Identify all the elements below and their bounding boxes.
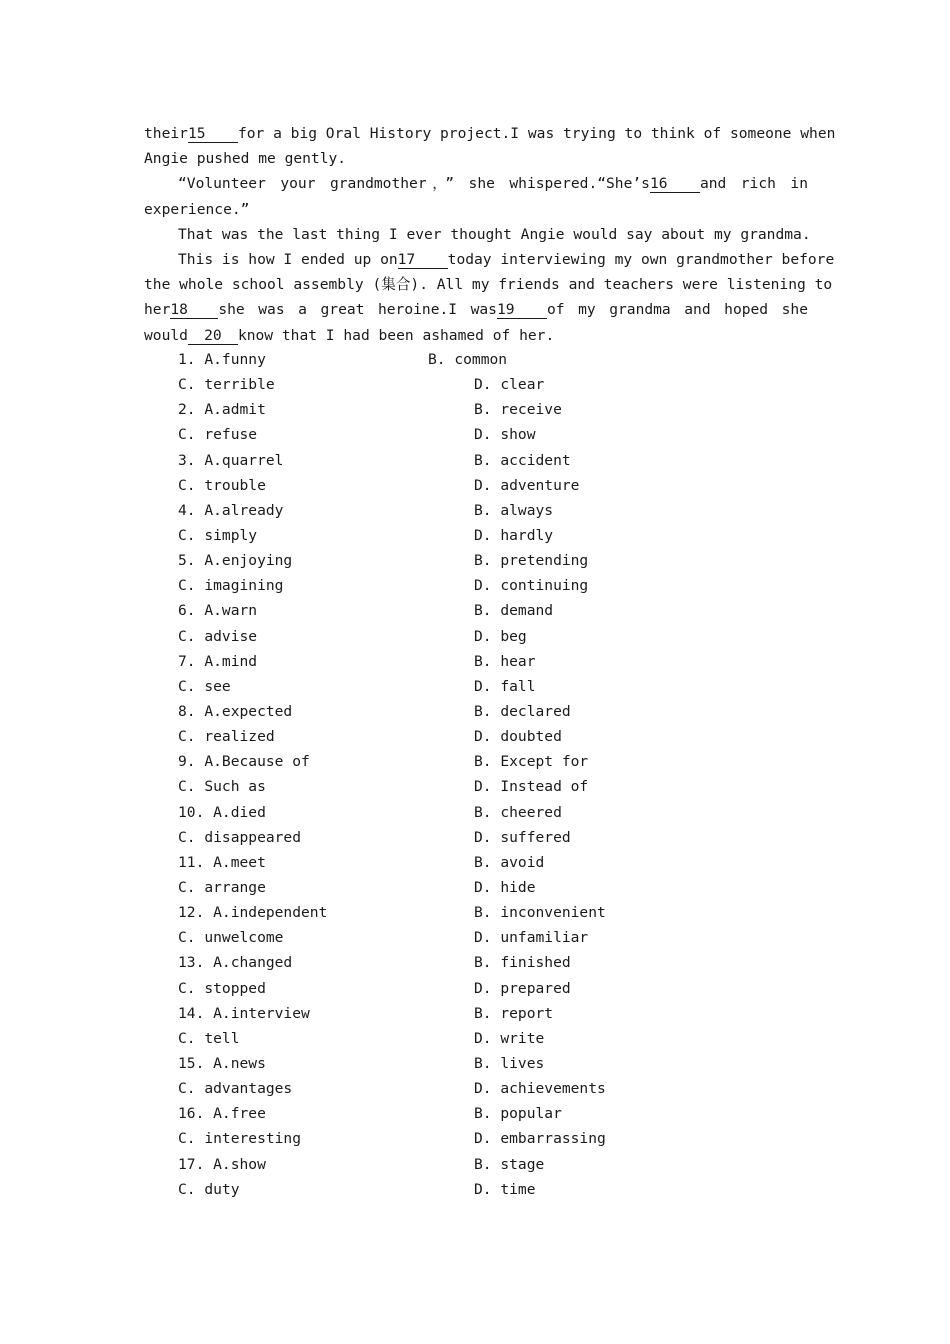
option-row	[178, 372, 778, 397]
option-d: D. continuing	[474, 577, 589, 595]
option-row	[178, 850, 778, 875]
option-c: C. stopped	[178, 979, 266, 997]
option-row	[178, 347, 778, 372]
option-a: 9. A.Because of	[178, 753, 310, 771]
option-a: 12. A.independent	[178, 904, 328, 922]
option-row	[178, 473, 778, 498]
answer-blank: 16	[650, 175, 700, 193]
option-a: 2. A.admit	[178, 401, 266, 419]
option-row	[178, 724, 778, 749]
option-d: D. achievements	[474, 1080, 606, 1098]
option-b: B. demand	[474, 602, 554, 620]
option-row	[178, 448, 778, 473]
option-d: D. Instead of	[474, 778, 589, 796]
option-d: D. embarrassing	[474, 1130, 606, 1148]
option-row	[178, 397, 778, 422]
passage-line: her18 she was a great heroine.I was19 of my grandma and hoped she	[144, 301, 808, 319]
option-b: B. cheered	[474, 803, 562, 821]
option-b: B. stage	[474, 1155, 545, 1173]
option-a: 3. A.quarrel	[178, 451, 284, 469]
option-c: C. trouble	[178, 476, 266, 494]
option-c: C. simply	[178, 526, 258, 544]
option-a: 14. A.interview	[178, 1004, 310, 1022]
option-a: 6. A.warn	[178, 602, 258, 620]
option-row	[178, 1076, 778, 1101]
option-b: B. lives	[474, 1054, 545, 1072]
passage-line: their15 for a big Oral History project.I was trying to think of someone when	[144, 125, 836, 142]
option-a: 8. A.expected	[178, 702, 293, 720]
option-row	[178, 950, 778, 975]
answer-blank: 18	[170, 301, 218, 319]
passage-line: Angie pushed me gently.	[144, 150, 347, 168]
option-b: B. common	[428, 351, 508, 368]
option-row	[178, 925, 778, 950]
option-c: C. unwelcome	[178, 929, 284, 947]
passage-line: the whole school assembly (集合). All my friends and teachers were listening to	[144, 276, 833, 294]
option-c: C. advise	[178, 627, 258, 645]
option-c: C. see	[178, 677, 231, 695]
passage-line: “Volunteer your grandmother，” she whispered.“She’s16 and rich in	[178, 175, 808, 193]
option-row	[178, 674, 778, 699]
option-row	[178, 1101, 778, 1126]
option-row	[178, 1177, 778, 1202]
option-c: C. imagining	[178, 577, 284, 595]
passage	[144, 121, 836, 348]
option-b: B. inconvenient	[474, 904, 606, 922]
answer-blank: 15	[188, 125, 238, 143]
answer-blank: 20	[188, 327, 238, 345]
option-c: C. terrible	[178, 376, 275, 394]
option-b: B. finished	[474, 954, 571, 972]
passage-line: That was the last thing I ever thought Angie would say about my grandma.	[178, 225, 811, 243]
option-c: C. advantages	[178, 1080, 293, 1098]
option-d: D. clear	[474, 376, 545, 394]
option-row	[178, 1152, 778, 1177]
option-d: D. hide	[474, 878, 536, 896]
option-a: 7. A.mind	[178, 652, 258, 670]
option-b: B. declared	[474, 702, 571, 720]
option-row	[178, 976, 778, 1001]
option-d: D. suffered	[474, 828, 571, 846]
option-d: D. time	[474, 1180, 536, 1198]
option-d: D. unfamiliar	[474, 929, 589, 947]
option-row	[178, 749, 778, 774]
option-c: C. arrange	[178, 878, 266, 896]
option-row	[178, 624, 778, 649]
option-row	[178, 1026, 778, 1051]
option-row	[178, 1051, 778, 1076]
option-d: D. show	[474, 426, 536, 444]
option-b: B. receive	[474, 401, 562, 419]
option-c: C. tell	[178, 1029, 240, 1047]
option-row	[178, 598, 778, 623]
option-row	[178, 649, 778, 674]
option-a: 17. A.show	[178, 1155, 266, 1173]
option-d: D. write	[474, 1029, 545, 1047]
option-row	[178, 523, 778, 548]
option-a: 10. A.died	[178, 803, 266, 821]
option-c: C. interesting	[178, 1130, 302, 1148]
option-d: D. hardly	[474, 526, 554, 544]
option-b: B. hear	[474, 652, 536, 670]
option-row	[178, 825, 778, 850]
option-row	[178, 875, 778, 900]
passage-line: would 20 know that I had been ashamed of her.	[144, 326, 555, 344]
option-b: B. avoid	[474, 853, 545, 871]
option-a: 5. A.enjoying	[178, 552, 293, 570]
option-row	[178, 548, 778, 573]
option-row	[178, 774, 778, 799]
option-a: 15. A.news	[178, 1054, 266, 1072]
option-d: D. beg	[474, 627, 527, 645]
answer-blank: 19	[497, 301, 547, 319]
option-a: 4. A.already	[178, 501, 284, 519]
option-d: D. prepared	[474, 979, 571, 997]
option-row	[178, 800, 778, 825]
passage-line: experience.”	[144, 200, 250, 218]
option-b: B. always	[474, 501, 554, 519]
option-a: 16. A.free	[178, 1105, 266, 1123]
option-c: C. disappeared	[178, 828, 302, 846]
option-d: D. adventure	[474, 476, 580, 494]
option-row	[178, 699, 778, 724]
option-row	[178, 498, 778, 523]
option-d: D. fall	[474, 677, 536, 695]
option-c: C. realized	[178, 728, 275, 746]
option-b: B. pretending	[474, 552, 589, 570]
option-b: B. report	[474, 1004, 554, 1022]
option-c: C. refuse	[178, 426, 258, 444]
option-b: B. popular	[474, 1105, 562, 1123]
option-b: B. Except for	[474, 753, 589, 771]
option-c: C. duty	[178, 1180, 240, 1198]
passage-line: This is how I ended up on17 today interviewing my own grandmother before	[178, 250, 835, 268]
option-b: B. accident	[474, 451, 571, 469]
option-a: 11. A.meet	[178, 853, 266, 871]
option-row	[178, 1126, 778, 1151]
option-a: 13. A.changed	[178, 954, 293, 972]
answer-blank: 17	[398, 251, 448, 269]
option-row	[178, 900, 778, 925]
option-row	[178, 422, 778, 447]
option-a: 1. A.funny	[178, 351, 266, 368]
option-row	[178, 573, 778, 598]
option-c: C. Such as	[178, 778, 266, 796]
options-list	[178, 347, 778, 1202]
option-row	[178, 1001, 778, 1026]
option-d: D. doubted	[474, 728, 562, 746]
